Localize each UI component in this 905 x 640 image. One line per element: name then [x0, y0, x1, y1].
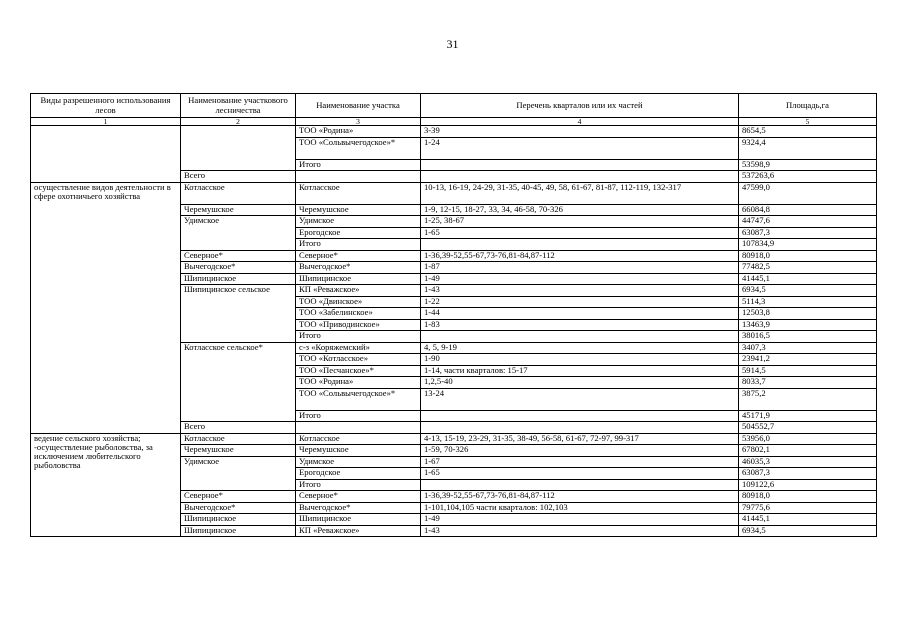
quarters-cell [421, 422, 739, 434]
header-row [31, 94, 877, 118]
quarters-cell [421, 171, 739, 183]
area-cell: 504552,7 [739, 422, 877, 434]
plot-cell: Северное* [296, 250, 421, 262]
use-type-cell [31, 126, 181, 183]
quarters-cell: 3-39 [421, 126, 739, 138]
plot-cell: Черемушское [296, 445, 421, 457]
page-number: 31 [446, 37, 459, 51]
area-cell: 6934,5 [739, 525, 877, 537]
forestry-cell: Вычегодское* [181, 502, 296, 514]
forest-use-table [30, 93, 877, 537]
forestry-cell [181, 126, 296, 171]
area-cell: 23941,2 [739, 354, 877, 366]
quarters-cell: 13-24 [421, 388, 739, 410]
column-number-row [31, 118, 877, 126]
area-cell: 6934,5 [739, 285, 877, 297]
quarters-cell: 1-44 [421, 308, 739, 320]
area-cell: 107834,9 [739, 239, 877, 251]
area-cell: 3875,2 [739, 388, 877, 410]
forestry-cell: Котласское [181, 182, 296, 204]
quarters-cell: 4-13, 15-19, 23-29, 31-35, 38-49, 56-58, 61-67, 72-97, 99-317 [421, 433, 739, 445]
use-type-cell: осуществление видов деятельности в сфере охотничьего хозяйства [31, 182, 181, 433]
forestry-cell: Северное* [181, 250, 296, 262]
plot-cell: Итого [296, 479, 421, 491]
quarters-cell: 1-22 [421, 296, 739, 308]
area-cell: 537263,6 [739, 171, 877, 183]
area-cell: 63087,3 [739, 468, 877, 480]
area-cell: 41445,1 [739, 514, 877, 526]
column-number: 4 [421, 118, 739, 126]
quarters-cell: 1-43 [421, 525, 739, 537]
plot-cell: ТОО «Песчанское»* [296, 365, 421, 377]
plot-cell: ТОО «Родина» [296, 126, 421, 138]
area-cell: 9324,4 [739, 137, 877, 159]
table-row [31, 182, 877, 204]
quarters-cell: 1-43 [421, 285, 739, 297]
column-number: 1 [31, 118, 181, 126]
area-cell: 47599,0 [739, 182, 877, 204]
area-cell: 3407,3 [739, 342, 877, 354]
plot-cell: Итого [296, 331, 421, 343]
area-cell: 53956,0 [739, 433, 877, 445]
plot-cell: Вычегодское* [296, 502, 421, 514]
quarters-cell: 1-49 [421, 273, 739, 285]
area-cell: 67802,1 [739, 445, 877, 457]
forestry-cell: Шипицинское [181, 525, 296, 537]
plot-cell: ТОО «Двинское» [296, 296, 421, 308]
quarters-cell: 1-24 [421, 137, 739, 159]
plot-cell: Удимское [296, 456, 421, 468]
quarters-cell [421, 410, 739, 422]
quarters-cell [421, 331, 739, 343]
forestry-cell: Котласское [181, 433, 296, 445]
area-cell: 66084,8 [739, 204, 877, 216]
quarters-cell: 1-83 [421, 319, 739, 331]
forestry-cell: Черемушское [181, 445, 296, 457]
area-cell: 46035,3 [739, 456, 877, 468]
forestry-cell: Котласское сельское* [181, 342, 296, 422]
plot-cell: ТОО «Сольвычегодское»* [296, 137, 421, 159]
plot-cell: КП «Реважское» [296, 285, 421, 297]
plot-cell: Удимское [296, 216, 421, 228]
forestry-cell: Шипицинское [181, 514, 296, 526]
plot-cell: Северное* [296, 491, 421, 503]
header-use-types: Виды разрешенного использования лесов [31, 94, 181, 118]
plot-cell: Итого [296, 239, 421, 251]
plot-cell: Вычегодское* [296, 262, 421, 274]
quarters-cell: 1,2,5-40 [421, 377, 739, 389]
forestry-cell: Северное* [181, 491, 296, 503]
quarters-cell: 1-87 [421, 262, 739, 274]
forestry-cell: Всего [181, 171, 296, 183]
forestry-cell: Черемушское [181, 204, 296, 216]
plot-cell: Итого [296, 159, 421, 171]
quarters-cell: 1-67 [421, 456, 739, 468]
quarters-cell [421, 479, 739, 491]
area-cell: 5114,3 [739, 296, 877, 308]
area-cell: 80918,0 [739, 250, 877, 262]
area-cell: 12503,8 [739, 308, 877, 320]
plot-cell: ТОО «Забелинское» [296, 308, 421, 320]
plot-cell: с-з «Коряжемский» [296, 342, 421, 354]
plot-cell: ТОО «Котласское» [296, 354, 421, 366]
header-plot-name: Наименование участка [296, 94, 421, 118]
area-cell: 41445,1 [739, 273, 877, 285]
area-cell: 79775,6 [739, 502, 877, 514]
column-number: 3 [296, 118, 421, 126]
header-quarters-list: Перечень кварталов или их частей [421, 94, 739, 118]
column-number: 2 [181, 118, 296, 126]
quarters-cell: 1-90 [421, 354, 739, 366]
area-cell: 77482,5 [739, 262, 877, 274]
area-cell: 109122,6 [739, 479, 877, 491]
header-area: Площадь,га [739, 94, 877, 118]
area-cell: 13463,9 [739, 319, 877, 331]
plot-cell: Итого [296, 410, 421, 422]
quarters-cell: 1-25, 38-67 [421, 216, 739, 228]
quarters-cell: 1-49 [421, 514, 739, 526]
area-cell: 44747,6 [739, 216, 877, 228]
plot-cell: Котласское [296, 433, 421, 445]
table-row [31, 126, 877, 138]
area-cell: 53598,9 [739, 159, 877, 171]
header-forestry-name: Наименование участкового лесничества [181, 94, 296, 118]
plot-cell: Шипицинское [296, 514, 421, 526]
quarters-cell: 1-36,39-52,55-67,73-76,81-84,87-112 [421, 491, 739, 503]
forestry-cell: Шипицинское [181, 273, 296, 285]
area-cell: 38016,5 [739, 331, 877, 343]
plot-cell [296, 422, 421, 434]
plot-cell: ТОО «Приводинское» [296, 319, 421, 331]
plot-cell: Котласское [296, 182, 421, 204]
quarters-cell: 1-101,104,105 части кварталов: 102,103 [421, 502, 739, 514]
plot-cell: Ерогодское [296, 227, 421, 239]
plot-cell: ТОО «Сольвычегодское»* [296, 388, 421, 410]
plot-cell: Шипицинское [296, 273, 421, 285]
quarters-cell: 10-13, 16-19, 24-29, 31-35, 40-45, 49, 58, 61-67, 81-87, 112-119, 132-317 [421, 182, 739, 204]
use-type-cell: ведение сельского хозяйства; -осуществление рыболовства, за исключением любительского рыболовства [31, 433, 181, 537]
forestry-cell: Шипицинское сельское [181, 285, 296, 343]
plot-cell [296, 171, 421, 183]
quarters-cell: 1-59, 70-326 [421, 445, 739, 457]
quarters-cell: 1-14, части кварталов: 15-17 [421, 365, 739, 377]
forestry-cell: Удимское [181, 216, 296, 251]
area-cell: 5914,5 [739, 365, 877, 377]
quarters-cell [421, 239, 739, 251]
area-cell: 45171,9 [739, 410, 877, 422]
quarters-cell: 1-9, 12-15, 18-27, 33, 34, 46-58, 70-326 [421, 204, 739, 216]
column-number: 5 [739, 118, 877, 126]
plot-cell: Ерогодское [296, 468, 421, 480]
area-cell: 8654,5 [739, 126, 877, 138]
plot-cell: ТОО «Родина» [296, 377, 421, 389]
forestry-cell: Всего [181, 422, 296, 434]
forestry-cell: Удимское [181, 456, 296, 491]
quarters-cell [421, 159, 739, 171]
plot-cell: Черемушское [296, 204, 421, 216]
plot-cell: КП «Реважское» [296, 525, 421, 537]
quarters-cell: 1-36,39-52,55-67,73-76,81-84,87-112 [421, 250, 739, 262]
area-cell: 63087,3 [739, 227, 877, 239]
quarters-cell: 1-65 [421, 468, 739, 480]
area-cell: 80918,0 [739, 491, 877, 503]
quarters-cell: 4, 5, 9-19 [421, 342, 739, 354]
area-cell: 8033,7 [739, 377, 877, 389]
table-row [31, 433, 877, 445]
forestry-cell: Вычегодское* [181, 262, 296, 274]
quarters-cell: 1-65 [421, 227, 739, 239]
